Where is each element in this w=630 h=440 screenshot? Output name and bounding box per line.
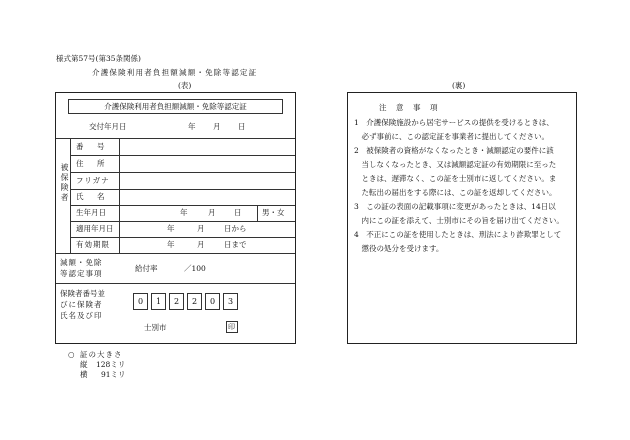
- benefit-rate-label: 給付率: [135, 264, 158, 273]
- note-line: 懲役の処分を受けます。: [354, 244, 444, 253]
- row-divider: [70, 172, 295, 173]
- insurer-number-digit: 0: [133, 293, 148, 310]
- insurer-city: 士別市: [144, 323, 167, 332]
- row-divider: [70, 205, 295, 206]
- issue-date-year: 年: [188, 122, 196, 131]
- note-line: 1 介護保険施設から居宅サービスの提供を受けるときは、: [354, 118, 554, 127]
- front-card: [55, 92, 296, 344]
- insurer-label-line1: 保険者番号並: [60, 289, 105, 298]
- form-title: 介護保険利用者負担額減額・免除等認定証: [92, 68, 258, 77]
- expiry-year: 年: [167, 240, 175, 249]
- expiry-label: 有効期限: [76, 240, 110, 249]
- insurer-number-digit: 0: [205, 293, 220, 310]
- front-side-label: (表): [178, 81, 192, 90]
- row-divider: [70, 155, 295, 156]
- card-size-bullet: ○: [68, 350, 75, 359]
- col-divider: [70, 138, 71, 253]
- row-divider: [70, 189, 295, 190]
- row-divider: [70, 221, 295, 222]
- expiry-month: 月: [197, 240, 205, 249]
- row-divider: [56, 253, 295, 254]
- birth-year: 年: [180, 208, 188, 217]
- back-side-label: (裏): [452, 81, 466, 90]
- card-size-label: 証の大きさ: [80, 350, 123, 359]
- reduction-label-line2: 等認定事項: [60, 269, 103, 278]
- insurer-label-line2: びに保険者: [60, 300, 103, 309]
- benefit-rate-value: ／100: [184, 264, 206, 273]
- row-divider: [56, 138, 295, 139]
- furigana-label: フリガナ: [76, 176, 110, 185]
- col-divider: [119, 138, 120, 253]
- note-line: 内にこの証を添えて、士別市にその旨を届け出てください。: [354, 216, 564, 225]
- insurer-number-digit: 2: [169, 293, 184, 310]
- insurer-number-digit: 1: [151, 293, 166, 310]
- issue-date-month: 月: [213, 122, 221, 131]
- note-line: 2 被保険者の資格がなくなったとき・減額認定の要件に該: [354, 146, 554, 155]
- card-title: 介護保険利用者負担額減額・免除等認定証: [104, 102, 247, 111]
- card-title-box: [68, 99, 283, 114]
- address-label: 住 所: [76, 159, 108, 168]
- back-card: [347, 92, 577, 344]
- applicable-year: 年: [167, 224, 175, 233]
- card-height-value: 128ミリ: [96, 360, 126, 369]
- seal-label: 印: [228, 323, 235, 331]
- note-line: ときは、遅滞なく、この証を士別市に返してください。ま: [354, 174, 557, 183]
- number-label: 番 号: [76, 142, 108, 151]
- form-number: 様式第57号(第35条関係): [56, 54, 141, 63]
- row-divider: [56, 283, 295, 284]
- card-width-label: 横: [80, 370, 88, 379]
- issue-date-label: 交付年月日: [89, 122, 127, 131]
- birth-month: 月: [208, 208, 216, 217]
- note-line: 3 この証の表面の記載事項に変更があったときは、14日以: [354, 202, 556, 211]
- birthdate-label: 生年月日: [76, 208, 106, 217]
- insured-person-label: 被保険者: [60, 163, 69, 203]
- col-divider: [257, 205, 258, 221]
- row-divider: [70, 237, 295, 238]
- insurer-seal: [226, 321, 238, 333]
- expiry-until: 日まで: [224, 240, 247, 249]
- birth-day: 日: [234, 208, 242, 217]
- name-label: 氏 名: [76, 192, 108, 201]
- applicable-date-label: 適用年月日: [76, 224, 114, 233]
- gender: 男・女: [262, 208, 285, 217]
- applicable-month: 月: [197, 224, 205, 233]
- insurer-number-digit: 3: [223, 293, 238, 310]
- insurer-number-boxes: [133, 293, 243, 310]
- card-width-value: 91ミリ: [101, 370, 126, 379]
- notes-title: 注 意 事 項: [379, 103, 439, 112]
- insurer-number-digit: 2: [187, 293, 202, 310]
- issue-date-day: 日: [238, 122, 246, 131]
- note-line: 当しなくなったとき、又は減額認定証の有効期限に至った: [354, 160, 557, 169]
- card-height-label: 縦: [80, 360, 88, 369]
- note-line: 4 不正にこの証を使用したときは、刑法により詐欺罪として: [354, 230, 562, 239]
- reduction-label-line1: 減額・免除: [60, 258, 103, 267]
- note-line: 必ず事前に、この認定証を事業者に提出してください。: [354, 132, 549, 141]
- insurer-label-line3: 氏名及び印: [60, 311, 103, 320]
- note-line: た転出の届出をする際には、この証を返却してください。: [354, 188, 557, 197]
- applicable-from: 日から: [224, 224, 247, 233]
